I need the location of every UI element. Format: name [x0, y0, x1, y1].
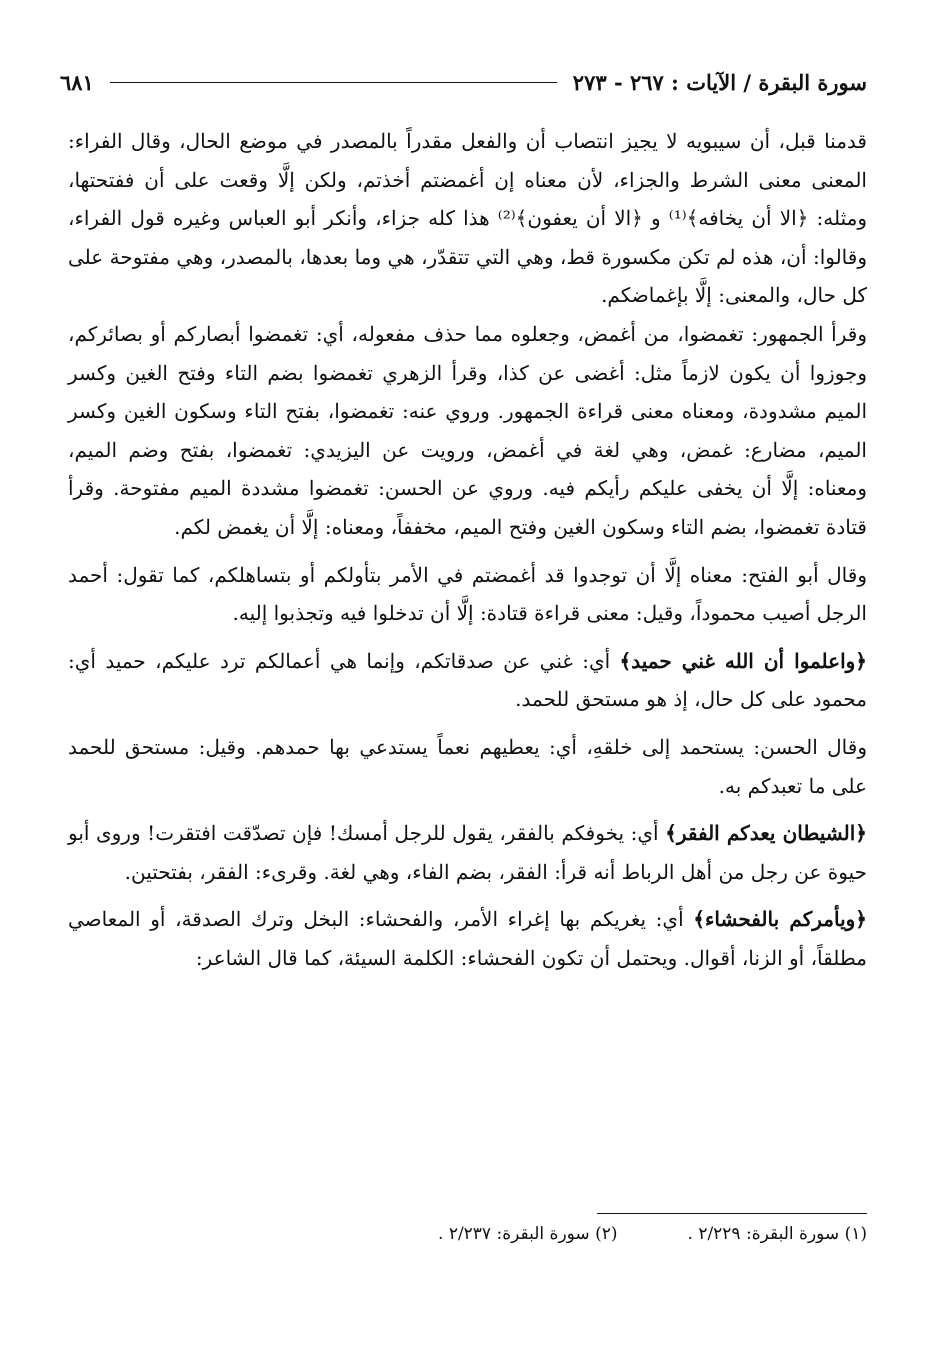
paragraph-text: أي: يغريكم بها إغراء الأمر، والفحشاء: البخل وترك الصدقة، أو المعاصي مطلقاً، أو الزنا، أقوال. ويحتمل أن تكون الفحشاء: الكلمة السيئة، كما قال الشاعر:: [68, 907, 867, 970]
page-number: ٦٨١: [60, 69, 94, 95]
paragraph-text: قدمنا قبل، أن سيبويه لا يجيز انتصاب أن والفعل مقدراً بالمصدر في موضع الحال، وقال الفراء: المعنى معنى الشرط والجزاء، لأن معناه إن أغمضتم أخذتم، ولكن إلَّا وقعت على أن ففتحتها، ومثله: ﴿الا أن يخافه﴾⁽¹⁾ و ﴿الا أن يعفون﴾⁽²⁾ هذا كله جزاء، وأنكر أبو العباس وغيره قول الفراء، وقالوا: أن، هذه لم تكن مكسورة قط، وهي التي تتقدّر، هي وما بعدها، بالمصدر، وهي مفتوحة على كل حال، والمعنى: إلَّا بإغماضكم.: [68, 129, 867, 308]
quran-quote: ﴿الشيطان يعدكم الفقر﴾: [665, 821, 867, 846]
body-text: [68, 122, 867, 977]
paragraph: [68, 315, 867, 547]
paragraph: [68, 122, 867, 315]
paragraph-text: أي: يخوفكم بالفقر، يقول للرجل أمسك! فإن تصدّقت افتقرت! وروى أبو حيوة عن رجل من أهل الرباط أنه قرأ: الفقر، بضم الفاء، وهي لغة. وقرىء: الفقر، بفتحتين.: [68, 821, 867, 884]
paragraph-text: وقال الحسن: يستحمد إلى خلقهِ، أي: يعطيهم نعماً يستدعي بها حمدهم. وقيل: مستحق للحمد على ما تعبدكم به.: [68, 734, 867, 798]
footnotes: [200, 1220, 867, 1248]
paragraph: [68, 814, 867, 891]
running-header: [60, 62, 867, 102]
paragraph-text: أي: غني عن صدقاتكم، وإنما هي أعمالكم ترد عليكم، حميد أي: محمود على كل حال، إذ هو مستحق للحمد.: [68, 648, 867, 712]
paragraph: [68, 642, 867, 719]
footnote-1: (١) سورة البقرة: ٢/٢٢٩ .: [687, 1224, 867, 1244]
quran-quote: ﴿ويأمركم بالفحشاء﴾: [693, 907, 868, 932]
paragraph: [68, 556, 867, 633]
header-title: سورة البقرة / الآيات : ٢٦٧ - ٢٧٣: [572, 69, 867, 95]
paragraph: [68, 728, 867, 805]
paragraph: [68, 900, 867, 977]
quran-quote: ﴿واعلموا أن الله غني حميد﴾: [619, 648, 868, 673]
header-rule: [110, 82, 557, 83]
footnote-2: (٢) سورة البقرة: ٢/٢٣٧ .: [438, 1224, 618, 1244]
paragraph-text: وقرأ الجمهور: تغمضوا، من أغمض، وجعلوه مما حذف مفعوله، أي: تغمضوا أبصاركم أو بصائركم، وجوزوا أن يكون لازماً مثل: أغضى عن كذا، وقرأ الزهري تغمضوا بضم التاء وفتح الغين وكسر الميم مشدودة، ومعناه معنى قراءة الجمهور. وروي عنه: تغمضوا، بفتح التاء وسكون الغين وكسر الميم، مضارع: غمض، وهي لغة في أغمض، ورويت عن اليزيدي: تغمضوا، بفتح وضم الميم، ومعناه: إلَّا أن يخفى عليكم رأيكم فيه. وروي عن الحسن: تغمضوا مشددة الميم مفتوحة. وقرأ قتادة تغمضوا، بضم التاء وسكون الغين وفتح الميم، مخففاً، ومعناه: إلَّا أن يغمض لكم.: [68, 321, 867, 539]
paragraph-text: وقال أبو الفتح: معناه إلَّا أن توجدوا قد أغمضتم في الأمر بتأولكم أو بتساهلكم، كما تقول: أحمد الرجل أصيب محموداً، وقيل: معنى قراءة قتادة: إلَّا أن تدخلوا فيه وتجذبوا إليه.: [68, 562, 867, 626]
footnote-separator: [597, 1213, 867, 1214]
